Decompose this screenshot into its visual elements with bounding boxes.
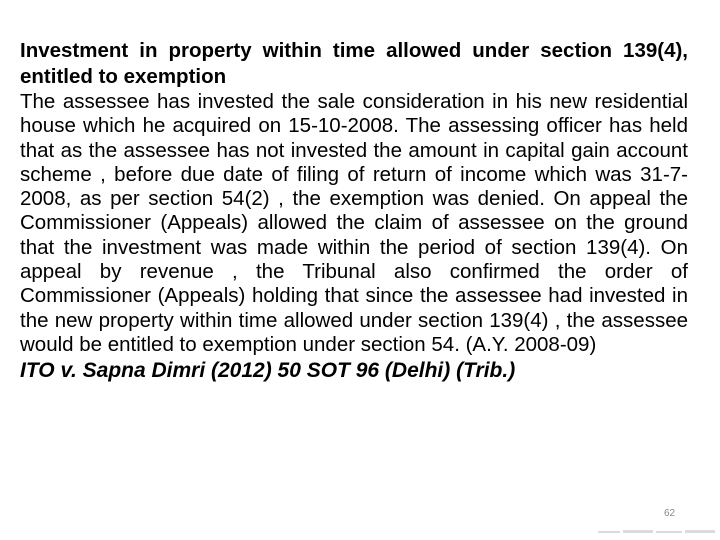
slide-heading: Investment in property within time allowed under section 139(4), entitled to exemption [20,39,688,88]
watermark-logo [598,528,716,536]
slide-content [20,38,688,385]
slide-body-text: The assessee has invested the sale consideration in his new residential house which he acquired on 15-10-2008. The assessing officer has held that as the assessee has not invested the amount in capital gain account scheme , before due date of filing of return of income which was 31-7-2008, as per section 54(2) , the exemption was denied. On appeal the Commissioner (Appeals) allowed the claim of assessee on the ground that the investment was made within the period of section 139(4). On appeal by revenue , the Tribunal also confirmed the order of Commissioner (Appeals) holding that since the assessee had invested in the new property within time allowed under section 139(4) , the assessee would be entitled to exemption under section 54. (A.Y. 2008-09) [20,90,688,356]
case-citation: ITO v. Sapna Dimri (2012) 50 SOT 96 (Delhi) (Trib.) [20,359,516,383]
page-number: 62 [664,508,676,519]
